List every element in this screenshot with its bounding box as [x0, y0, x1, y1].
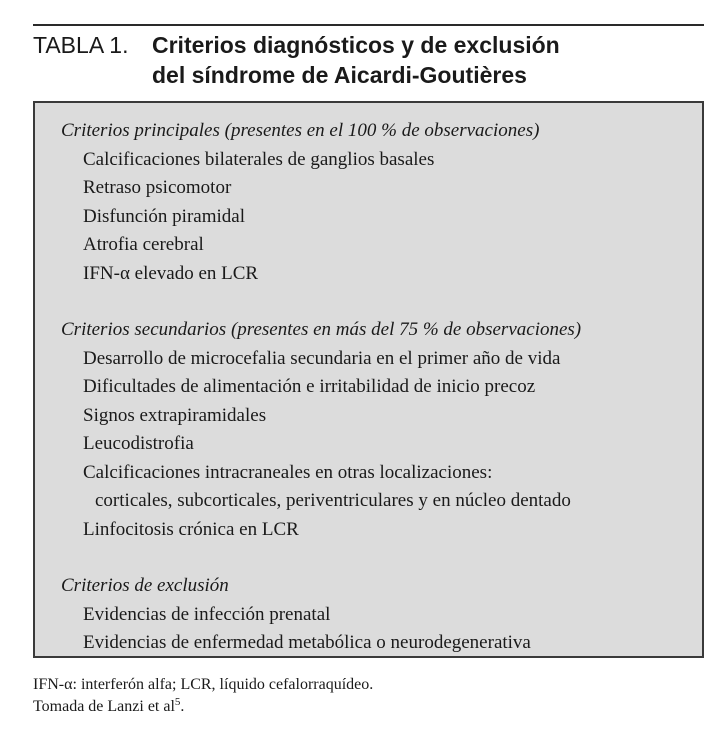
footnote-source: [33, 696, 703, 718]
title-line-1: [33, 30, 693, 60]
list-item: IFN-α elevado en LCR: [83, 262, 259, 284]
criteria-box: [33, 101, 704, 658]
footnote-source-end: .: [180, 698, 185, 715]
list-item: Evidencias de enfermedad metabólica o neurodegenerativa: [83, 632, 531, 653]
list-item-continuation: corticales, subcorticales, periventriculares y en núcleo dentado: [95, 490, 571, 511]
footnote-source-ref: 5: [174, 696, 181, 708]
table-title: [33, 30, 693, 90]
section-heading-exclusion: Criterios de exclusión: [61, 575, 229, 596]
title-line-2: [33, 60, 693, 90]
title-text-line-1: Criterios diagnósticos y de exclusión: [152, 32, 560, 58]
list-item: Disfunción piramidal: [83, 205, 245, 227]
top-rule: [33, 24, 704, 26]
list-item: Linfocitosis crónica en LCR: [83, 518, 299, 540]
title-text-line-2: del síndrome de Aicardi-Goutières: [152, 62, 527, 88]
list-item: Leucodistrofia: [83, 433, 194, 454]
footnotes: [33, 674, 703, 718]
list-item: Calcificaciones intracraneales en otras localizaciones:: [83, 461, 493, 483]
list-item: Desarrollo de microcefalia secundaria en el primer año de vida: [83, 347, 561, 369]
section-principales: [61, 117, 702, 288]
table-label: TABLA 1.: [33, 32, 129, 58]
section-secundarios: [61, 316, 702, 544]
list-item: Signos extrapiramidales: [83, 404, 267, 426]
list-item: Dificultades de alimentación e irritabilidad de inicio precoz: [83, 376, 536, 397]
list-item: Retraso psicomotor: [83, 177, 232, 198]
list-item: Evidencias de infección prenatal: [83, 603, 331, 625]
list-item: Calcificaciones bilaterales de ganglios basales: [83, 148, 435, 170]
footnote-abbreviations: IFN-α: interferón alfa; LCR, líquido cefalorraquídeo.: [33, 676, 374, 693]
section-exclusion: [61, 572, 702, 658]
criteria-content: [61, 117, 702, 686]
footnote-source-text: Tomada de Lanzi et al: [33, 698, 175, 715]
section-heading-principales: Criterios principales (presentes en el 100 % de observaciones): [61, 120, 540, 141]
list-item: Atrofia cerebral: [83, 234, 204, 255]
section-heading-secundarios: Criterios secundarios (presentes en más del 75 % de observaciones): [61, 319, 582, 340]
